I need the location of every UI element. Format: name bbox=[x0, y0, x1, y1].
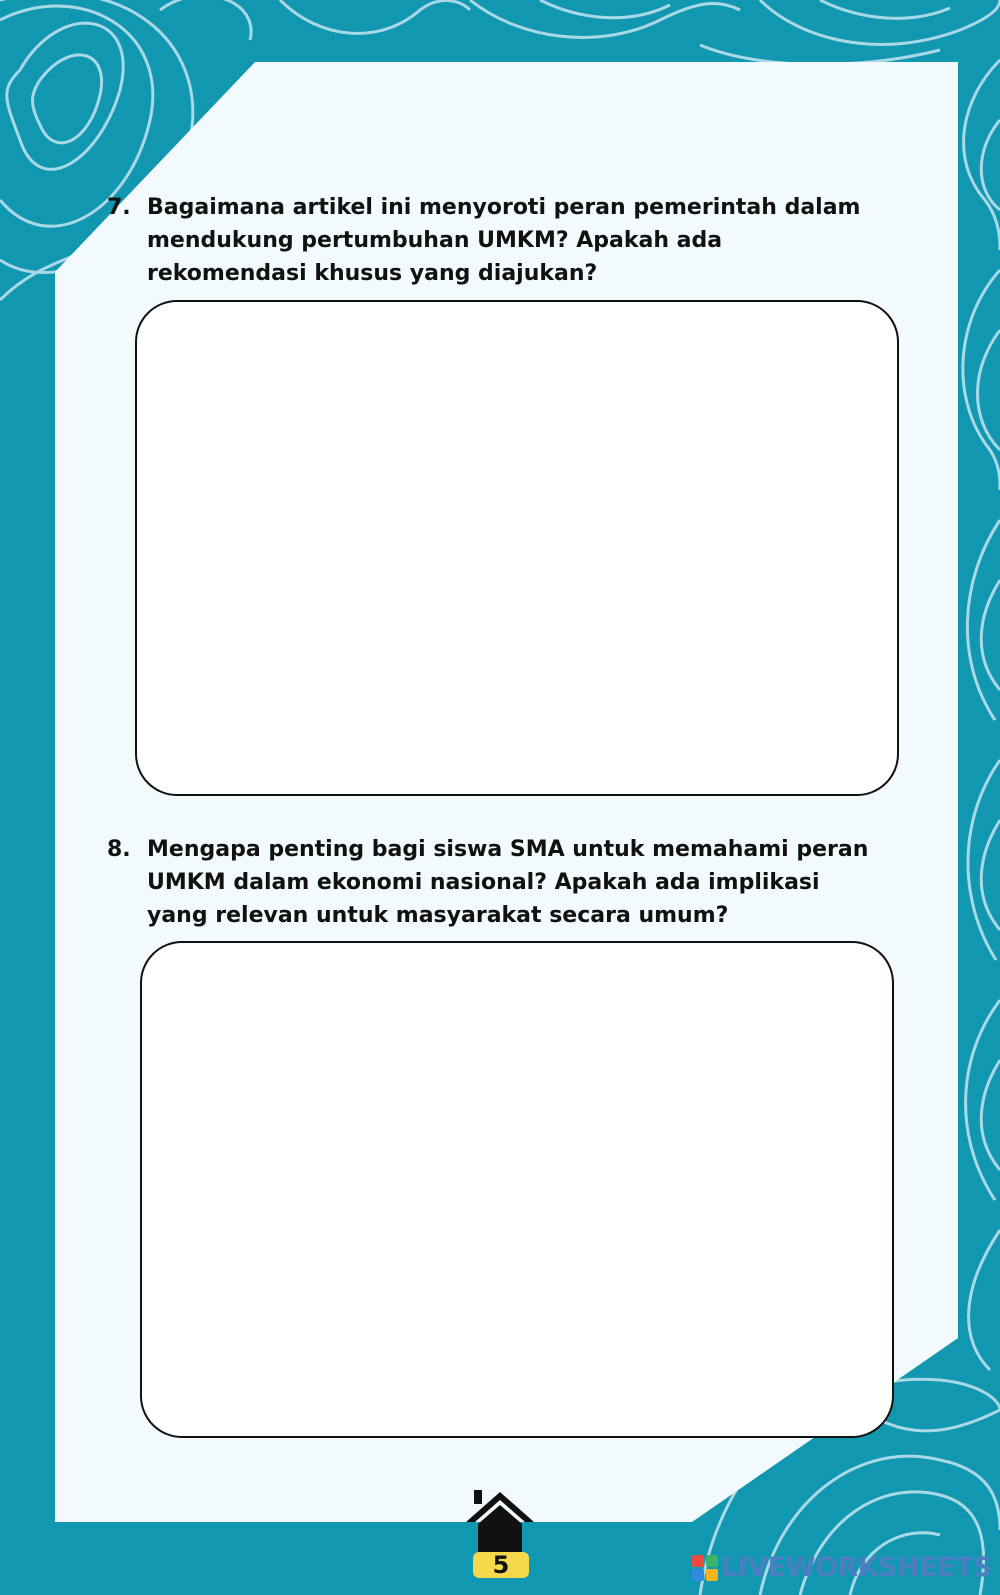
question-7-text: Bagaimana artikel ini menyoroti peran pemerintah dalam mendukung pertumbuhan UMKM? Apakah ada rekomendasi khusus yang diajukan? bbox=[147, 195, 861, 286]
home-icon[interactable] bbox=[464, 1486, 536, 1558]
answer-box-7[interactable] bbox=[135, 300, 899, 796]
brand-name: LIVEWORKSHEETS bbox=[721, 1552, 992, 1583]
answer-input-7[interactable] bbox=[161, 322, 873, 774]
question-8-text: Mengapa penting bagi siswa SMA untuk memahami peran UMKM dalam ekonomi nasional? Apakah ada implikasi yang relevan untuk masyarakat secara umum? bbox=[147, 837, 869, 928]
question-7 bbox=[107, 191, 887, 290]
liveworksheets-logo bbox=[692, 1555, 718, 1581]
page-number: 5 bbox=[473, 1552, 529, 1578]
answer-box-8[interactable] bbox=[140, 941, 894, 1438]
question-7-number: 7. bbox=[107, 195, 131, 220]
question-8-number: 8. bbox=[107, 837, 131, 862]
question-8 bbox=[107, 833, 887, 932]
liveworksheets-brand[interactable] bbox=[692, 1552, 992, 1584]
answer-input-8[interactable] bbox=[166, 963, 868, 1416]
